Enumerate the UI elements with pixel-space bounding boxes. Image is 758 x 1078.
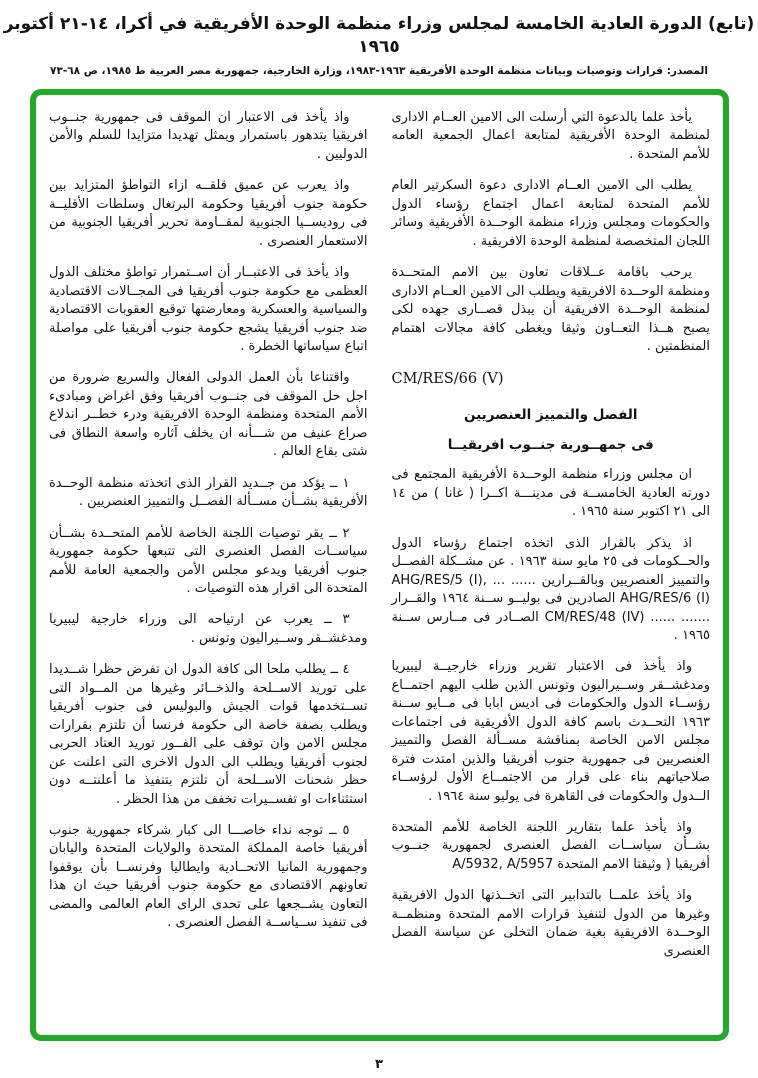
page-title: (تابع) الدورة العادية الخامسة لمجلس وزراء منظمة الوحدة الأفريقية في أكرا، ١٤-٢١ أكتوبر ١٩٦٥	[3, 14, 755, 57]
body-paragraph: ١ ــ يؤكد من جــديد القرار الذى اتخذته منظمة الوحــدة الأفريقية بشــأن مســألة الفصــل والتمييز العنصريين .	[49, 475, 368, 510]
source-line: المصدر: قرارات وتوصيات وبيانات منظمة الوحدة الأفريقية ١٩٦٣-١٩٨٣، وزارة الخارجية، جمهورية مصر العربية ط ١٩٨٥، ص ٦٨-٧٣	[50, 64, 708, 77]
section-heading: الفصل والتمييز العنصريين	[464, 407, 638, 424]
body-paragraph: واقتناعا بأن العمل الدولى الفعال والسريع ضرورة من اجل حل الموقف فى جنــوب أفريقيا وفق اغراض ومبادىء الأمم المتحدة ومنظمة الوحدة الافريقية ودرء خطــر اندلاع صراع عنيف من شـــأنه ان يخلف آثاره واسعة النطاق فى شتى بقاع العالم .	[49, 370, 368, 460]
body-paragraph: ٥ ــ توجه نداء خاصـــا الى كبار شركاء جمهورية جنوب أفريقيا خاصة المملكة المتحدة والولايات المتحدة واليابان وجمهورية المانيا الاتحــادية وايطاليا وفرنســا بأن يوقفوا تعاونهم الاقتصادى مع حكومة جنوب أفريقيا حيث ان هذا التعاون يشــجعها على تحدى الراى العام العالمى والمضى فى تنفيذ ســياســة الفصل العنصرى .	[49, 822, 368, 931]
content-frame	[30, 89, 729, 1041]
body-paragraph: اذ يذكر بالقرار الذى اتخذه اجتماع رؤساء الدول والحــكومات فى ٢٥ مايو سنة ١٩٦٣ . عن مشــكلة الفصــل والتمييز العنصريين وبالقــرارين ...... ... AHG/RES/5 (I), AHG/RES/6 (I) الصادرين فى بوليــو ســنة ١٩٦٤ والقــرار ....... ...... CM/RES/48 (IV) الصــادر فى مــارس ســنة ١٩٦٥ .	[391, 535, 710, 643]
column-left	[49, 109, 368, 1027]
page-header	[0, 0, 758, 77]
body-paragraph: واذ يعرب عن عميق قلقــه ازاء التواطؤ المتزايد بين حكومة جنوب أفريقيا وحكومة البرتغال وسلطات الأقليــة فى روديســيا الجنوبية لمقــاومة تحرير أفريقيا الجنوبية من الاستعمار العنصرى .	[49, 178, 368, 249]
body-paragraph: ان مجلس وزراء منظمة الوحــدة الأفريقية المجتمع فى دورته العادية الخامســة فى مدينـــة اكــرا ( غانا ) من ١٤ الى ٢١ اكتوبر سنة ١٩٦٥ .	[391, 467, 710, 520]
body-paragraph: ٤ ــ يطلب ملحا الى كافة الدول ان تفرض حظرا شــديدا على توريد الاســلحة والذخــائر وغيرها من المــواد التى تســتخدمها قوات الجيش والبوليس فى جنوب أفريقيا ويطلب بصفة خاصة الى حكومة فرنسا أن تلتزم بقرارات مجلس الامن وان توقف على الفــور توريد العتاد الحربى لجنوب أفريقيا ويطلب الى الدول الاخرى التى اعلنت عن حظر شحنات الاســلحة أن تلتزم بتنفيذ ما أعلنتــه دون استثناءات او تفســيرات تخفف من هذا الحظر .	[49, 662, 368, 807]
body-paragraph: يرحب باقامة عــلاقات تعاون بين الامم المتحــدة ومنظمة الوحــدة الافريقية ويطلب الى الامين العــام الادارى لمنظمة الوحــدة الافريقية أن يبذل قصــارى جهده لكى يصبح هــذا التعــاون وثيقا ويغطى كافة مجالات اهتمام المنظمتين .	[391, 265, 710, 354]
body-paragraph: يطلب الى الامين العــام الادارى دعوة السكرتير العام للأمم المتحدة لمتابعة اعمال اجتماع رؤساء الدول والحكومات ومجلس وزراء منظمة الوحــدة الأفريقية وسائر اللجان المتخصصة لمنظمة الوحدة الافريقية .	[391, 178, 710, 249]
page-footer	[0, 1053, 758, 1072]
section-heading: فى جمهــورية جنــوب افريقيــا	[447, 437, 654, 454]
body-paragraph: واذ يأخذ علما بتقارير اللجنة الخاصة للأمم المتحدة بشــأن سياســات الفصل العنصرى لجمهورية جنــوب أفريقيا ( وثيقتا الامم المتحدة A/5932, A/5957	[391, 820, 710, 872]
body-paragraph: واذ يأخذ علمــا بالتدابير التى اتخــذتها الدول الافريقية وغيرها من الدول لتنفيذ قرارات الامم المتحدة ومنظمــة الوحــدة الافريقية بغية ضمان التخلى عن سياسة الفصل العنصرى	[391, 888, 710, 959]
body-paragraph: ٣ ــ يعرب عن ارتياحه الى وزراء خارجية ليبيريا ومدغشــقر وســيراليون وتونس .	[49, 612, 368, 646]
body-paragraph: يأخذ علما بالدعوة التي أرسلت الى الامين العــام الادارى لمنظمة الوحدة الأفريقية لمتابعة اعمال الجمعية العامه للأمم المتحدة .	[391, 110, 710, 162]
page-number: ٣	[375, 1057, 383, 1072]
body-paragraph: واذ يأخذ فى الاعتبار ان الموقف فى جمهورية جنــوب افريقيا يتدهور باستمرار ويمثل تهديدا متزايدا للسلم والأمن الدوليين .	[49, 110, 368, 162]
body-paragraph: واذ يأخذ فى الاعتبــار أن اســتمرار تواطؤ مختلف الدول العظمى مع حكومة جنوب أفريقيا فى المجــالات الاقتصادية والسياسية والعسكرية ومعارضتها توقيع العقوبات الاقتصادية ضد جنوب أفريقيا يشجع حكومة جنوب أفريقيا على مواصلة اتباع سياساتها الخطرة .	[49, 265, 368, 354]
body-paragraph: ٢ ــ يقر توصيات اللجنة الخاصة للأمم المتحــدة بشــأن سياســات الفصل العنصرى التى تتبعها حكومة جمهورية جنوب أفريقيا ويدعو مجلس الأمن والجمعية العامة للأمم المتحدة الى اقرار هذه التوصيات .	[49, 525, 368, 596]
resolution-ref: CM/RES/66 (V)	[391, 371, 504, 388]
column-right	[392, 109, 711, 1027]
two-column-layout	[49, 109, 710, 1027]
body-paragraph: واذ يأخذ فى الاعتبار تقرير وزراء خارجيــة ليبيريا ومدغشــقر وســيراليون وتونس الذين طلب اليهم اجتمــاع رؤســاء الدول والحكومات فى اديس ابابا فى مــايو ســنة ١٩٦٣ التحــدث باسم كافة الدول الأفريقية فى اجتماعات مجلس الامن الخاصة بمناقشة مســألة الفصل والتمييز العنصريين فى جمهورية جنوب أفريقيا والذين امتدت فترة صلاحياتهم بناء على قرار من الاجتمــاع الأول لرؤســاء الــدول والحكومات فى القاهرة فى يوليو سنة ١٩٦٤ .	[391, 659, 710, 804]
